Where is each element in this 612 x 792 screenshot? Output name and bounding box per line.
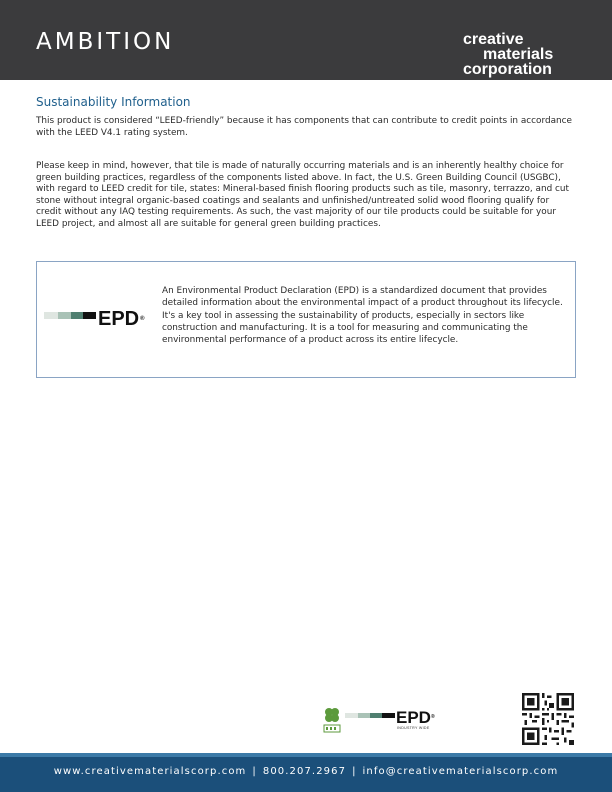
epd-description: An Environmental Product Declaration (EPD) is a standardized document that provides detailed information about the environmental impact of a product throughout its lifecycle. It's a key tool in assessing the sustainability of products, especially in sectors like construction and manufacturing. It is a tool for measuring and communicating the environmental performance of a product across its entire lifecycle. [162,286,563,346]
company-line-1: creative [463,31,524,48]
brand-title: AMBITION [36,29,175,55]
footer-contact [0,766,612,777]
paragraph-usgbc: Please keep in mind, however, that tile is made of naturally occurring materials and is an inherently healthy choice for green building practices, regardless of the components listed above. In fact, the U.S. Green Building Council (USGBC), with regard to LEED credit for tile, states: Mineral-based finish flooring products such as tile, masonry, terrazzo, and cut stone without integral organic-based coatings and sealants and unfinished/untreated solid wood flooring qualify for credit without any IAQ testing requirements. As such, the vast majority of our tile products could be suitable for your LEED project, and almost all are suitable for general green building practices. [36,161,570,229]
company-line-3: corporation [463,61,552,78]
qr-code-icon[interactable] [522,693,574,745]
footer-email-link[interactable]: info@creativematerialscorp.com [362,766,559,777]
leed-clover-icon [322,706,342,734]
epd-logo: EPD® [98,308,145,330]
epd-bars-icon [44,312,96,319]
footer-separator: | [252,766,257,777]
company-line-2: materials [483,46,554,63]
paragraph-leed-friendly: This product is considered “LEED-friendly” because it has components that can contribute to credit points in accordance with the LEED V4.1 rating system. [36,116,573,138]
page-header [0,0,612,80]
epd-industry-label: INDUSTRY WIDE [397,726,430,730]
section-title: Sustainability Information [36,95,191,109]
footer-website-link[interactable]: www.creativematerialscorp.com [53,766,247,777]
epd-industry-logo: EPD® [396,708,435,727]
epd-small-bars-icon [345,713,395,718]
footer-separator: | [352,766,357,777]
footer-phone[interactable]: 800.207.2967 [262,766,347,777]
